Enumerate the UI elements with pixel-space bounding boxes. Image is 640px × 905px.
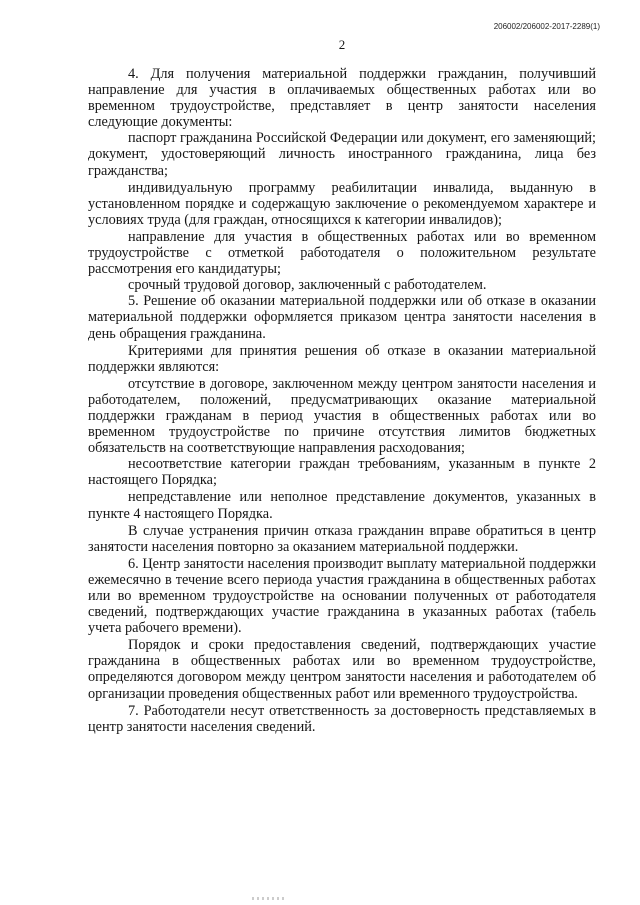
paragraph-reapply: В случае устранения причин отказа гражданин вправе обратиться в центр занятости населения повторно за оказанием материальной поддержки. — [88, 522, 596, 555]
paragraph-reporting-procedure: Порядок и сроки предоставления сведений, подтверждающих участие гражданина в общественных работах или во временном трудоустройстве, определяются договором между центром занятости населения и работодателем об организации проведения общественных работ или временного трудоустройства. — [88, 637, 596, 702]
paragraph-referral: направление для участия в общественных работах или во временном трудоустройстве с отметкой работодателя о положительном результате рассмотрения его кандидатуры; — [88, 228, 596, 278]
page-number: 2 — [338, 37, 346, 52]
document-body — [88, 66, 596, 735]
paragraph-criterion-documents: непредставление или неполное представление документов, указанных в пункте 4 настоящего Порядка. — [88, 489, 596, 522]
paragraph-passport: паспорт гражданина Российской Федерации или документ, его заменяющий; документ, удостоверяющий личность иностранного гражданина, лица без гражданства; — [88, 130, 596, 179]
paragraph-item-5: 5. Решение об оказании материальной поддержки или об отказе в оказании материальной поддержки оформляется приказом центра занятости населения в день обращения гражданина. — [88, 293, 596, 342]
paragraph-criterion-category: несоответствие категории граждан требованиям, указанным в пункте 2 настоящего Порядка; — [88, 456, 596, 489]
paragraph-item-7: 7. Работодатели несут ответственность за достоверность представляемых в центр занятости населения сведений. — [88, 702, 596, 735]
paragraph-rehab-program: индивидуальную программу реабилитации инвалида, выданную в установленном порядке и содержащую заключение о рекомендуемом характере и условиях труда (для граждан, относящихся к категории инвалидов); — [88, 179, 596, 228]
paragraph-item-4: 4. Для получения материальной поддержки гражданин, получивший направление для участия в оплачиваемых общественных работах или во временном трудоустройстве, представляет в центр занятости населения следующие документы: — [88, 66, 596, 131]
paragraph-criteria: Критериями для принятия решения об отказе в оказании материальной поддержки являются: — [88, 342, 596, 375]
document-id: 206002/206002-2017-2289(1) — [493, 22, 600, 31]
paragraph-contract: срочный трудовой договор, заключенный с работодателем. — [128, 277, 487, 294]
scan-artifact — [252, 897, 286, 900]
paragraph-item-6: 6. Центр занятости населения производит выплату материальной поддержки ежемесячно в течение всего периода участия гражданина в общественных работах или во временном трудоустройстве на основании полученных от работодателя сведений, подтверждающих участие гражданина в указанных работах (табель учета рабочего времени). — [88, 555, 596, 637]
paragraph-criterion-no-limits: отсутствие в договоре, заключенном между центром занятости населения и работодателем, положений, предусматривающих оказание материальной поддержки гражданам в период участия в общественных работах или во временном трудоустройстве по причине отсутствия лимитов бюджетных обязательств на соответствующие направления расходования; — [88, 375, 596, 457]
